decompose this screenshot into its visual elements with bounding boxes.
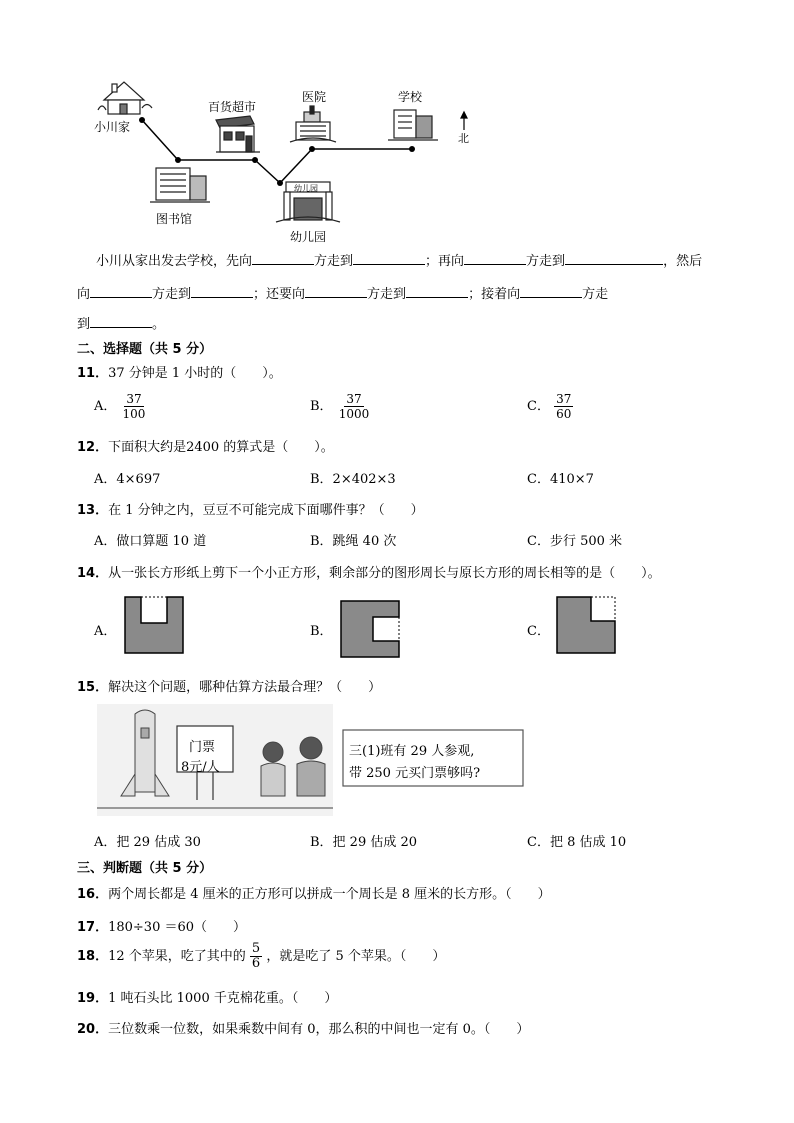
q11-option-a-label: A． bbox=[94, 399, 117, 414]
q18-text-pre: 12 个苹果，吃了其中的 bbox=[108, 949, 246, 964]
q11-stem bbox=[77, 362, 282, 381]
q10-text-8: ；还要向 bbox=[253, 287, 306, 302]
section-2-title: 二、选择题（共 5 分） bbox=[77, 342, 213, 357]
q11-option-b-numerator: 37 bbox=[346, 392, 362, 406]
q16-stem bbox=[77, 883, 551, 902]
q10-blank-8[interactable] bbox=[406, 283, 468, 298]
q18-fraction bbox=[250, 942, 262, 971]
q14-option-c-shape[interactable] bbox=[556, 596, 616, 654]
q12-option-a[interactable]: A．4×697 bbox=[94, 472, 161, 487]
q10-blank-4[interactable] bbox=[565, 250, 663, 265]
place-label-hospital: 医院 bbox=[302, 90, 327, 104]
q14-text: 从一张长方形纸上剪下一个小正方形，剩余部分的图形周长与原长方形的周长相等的是（ ）。 bbox=[108, 566, 661, 581]
q10-blank-6[interactable] bbox=[191, 283, 253, 298]
q10-line1 bbox=[96, 250, 702, 269]
q16-number: 16． bbox=[77, 887, 109, 902]
q10-line3 bbox=[77, 313, 165, 332]
q15-option-c[interactable]: C．把 8 估成 10 bbox=[527, 835, 627, 850]
q14-option-a-shape[interactable] bbox=[124, 596, 184, 654]
q11-option-c-numerator: 37 bbox=[556, 392, 572, 406]
hospital-icon bbox=[290, 106, 336, 142]
route-map bbox=[90, 70, 490, 250]
q10-text-10: ；接着向 bbox=[468, 287, 521, 302]
place-label-library: 图书馆 bbox=[156, 212, 193, 226]
place-label-supermarket: 百货超市 bbox=[208, 100, 257, 114]
q19-text: 1 吨石头比 1000 千克棉花重。（ ） bbox=[108, 991, 338, 1006]
q10-text-12: 到 bbox=[77, 317, 91, 332]
q15-option-a[interactable]: A．把 29 估成 30 bbox=[94, 835, 201, 850]
q10-line2 bbox=[77, 283, 608, 302]
q15-option-b[interactable]: B．把 29 估成 20 bbox=[310, 835, 418, 850]
q13-option-c[interactable]: C．步行 500 米 bbox=[527, 534, 623, 549]
q13-option-b[interactable]: B．跳绳 40 次 bbox=[310, 534, 397, 549]
north-label: 北 bbox=[458, 132, 469, 145]
place-label-home: 小川家 bbox=[94, 120, 131, 134]
q10-blank-1[interactable] bbox=[252, 250, 314, 265]
q11-option-a-fraction bbox=[121, 392, 148, 421]
q10-blank-9[interactable] bbox=[520, 283, 582, 298]
q15-text: 解决这个问题，哪种估算方法最合理？（ ） bbox=[108, 680, 382, 695]
q17-stem bbox=[77, 916, 246, 935]
place-label-school: 学校 bbox=[398, 90, 423, 104]
q14-option-b-label[interactable]: B． bbox=[310, 624, 333, 639]
q12-text: 下面积大约是2400 的算式是（ ）。 bbox=[108, 440, 334, 455]
q10-text-6: 向 bbox=[77, 287, 91, 302]
route-map-drawing bbox=[90, 70, 490, 250]
q11-option-a-denominator: 100 bbox=[122, 407, 146, 421]
q13-number: 13． bbox=[77, 503, 109, 518]
q20-stem bbox=[77, 1018, 529, 1037]
home-house-icon bbox=[98, 82, 152, 114]
q11-option-b-denominator: 1000 bbox=[338, 407, 370, 421]
q10-blank-5[interactable] bbox=[90, 283, 152, 298]
q18-fraction-numerator: 5 bbox=[251, 941, 261, 956]
q14-stem bbox=[77, 562, 661, 581]
q10-blank-2[interactable] bbox=[353, 250, 425, 265]
q11-text: 37 分钟是 1 小时的（ ）。 bbox=[108, 366, 282, 381]
q10-blank-10[interactable] bbox=[90, 313, 152, 328]
q18-number: 18． bbox=[77, 949, 109, 964]
q11-option-b-fraction bbox=[337, 392, 372, 421]
q19-stem bbox=[77, 987, 337, 1006]
q12-stem bbox=[77, 436, 334, 455]
q18-fraction-denominator: 6 bbox=[251, 956, 261, 971]
q10-text-5: ，然后 bbox=[663, 254, 703, 269]
q11-option-c-denominator: 60 bbox=[556, 407, 572, 421]
q10-text-1: 小川从家出发去学校，先向 bbox=[96, 254, 253, 269]
place-label-kindergarten-sign: 幼儿园 bbox=[294, 184, 318, 193]
q10-text-9: 方走到 bbox=[367, 287, 407, 302]
q13-stem bbox=[77, 499, 424, 518]
q10-text-11: 方走 bbox=[582, 287, 609, 302]
speech-bubble-line1: 三(1)班有 29 人参观, bbox=[349, 744, 475, 759]
q11-number: 11． bbox=[77, 366, 109, 381]
q12-option-c[interactable]: C．410×7 bbox=[527, 472, 594, 487]
q15-number: 15． bbox=[77, 680, 109, 695]
section-3-title: 三、判断题（共 5 分） bbox=[77, 861, 213, 876]
q10-blank-3[interactable] bbox=[464, 250, 526, 265]
place-label-kindergarten: 幼儿园 bbox=[290, 230, 327, 244]
library-icon bbox=[150, 168, 210, 202]
q16-text: 两个周长都是 4 厘米的正方形可以拼成一个周长是 8 厘米的长方形。（ ） bbox=[108, 887, 551, 902]
q15-illustration bbox=[97, 704, 527, 816]
q10-text-13: 。 bbox=[152, 317, 166, 332]
q13-option-a[interactable]: A．做口算题 10 道 bbox=[94, 534, 207, 549]
q10-text-7: 方走到 bbox=[152, 287, 192, 302]
q10-text-3: ；再向 bbox=[425, 254, 465, 269]
q11-option-a[interactable] bbox=[94, 392, 147, 421]
school-icon bbox=[388, 110, 438, 140]
q17-text: 180÷30 ＝60（ ） bbox=[108, 920, 247, 935]
north-arrow-icon bbox=[461, 112, 467, 130]
speech-bubble-line2: 带 250 元买门票够吗? bbox=[349, 766, 481, 781]
q13-text: 在 1 分钟之内，豆豆不可能完成下面哪件事？（ ） bbox=[108, 503, 424, 518]
q11-option-c-label: C． bbox=[527, 399, 550, 414]
q17-number: 17． bbox=[77, 920, 109, 935]
ticket-sign-line1: 门票 bbox=[189, 740, 216, 755]
q15-scene bbox=[97, 704, 527, 816]
q18-text-post: ，就是吃了 5 个苹果。（ ） bbox=[266, 949, 446, 964]
q14-option-b-shape[interactable] bbox=[340, 600, 400, 658]
supermarket-icon bbox=[216, 116, 260, 152]
q18-stem bbox=[77, 942, 445, 971]
q11-option-c[interactable] bbox=[527, 392, 573, 421]
q11-option-a-numerator: 37 bbox=[126, 392, 142, 406]
ticket-sign-line2: 8元/人 bbox=[181, 760, 220, 775]
q12-option-b[interactable]: B．2×402×3 bbox=[310, 472, 396, 487]
q10-text-4: 方走到 bbox=[526, 254, 566, 269]
q11-option-b-label: B． bbox=[310, 399, 333, 414]
q11-option-b[interactable] bbox=[310, 392, 371, 421]
q20-text: 三位数乘一位数，如果乘数中间有 0，那么积的中间也一定有 0。（ ） bbox=[108, 1022, 530, 1037]
q19-number: 19． bbox=[77, 991, 109, 1006]
q10-text-2: 方走到 bbox=[314, 254, 354, 269]
q20-number: 20． bbox=[77, 1022, 109, 1037]
q14-option-c-label[interactable]: C． bbox=[527, 624, 550, 639]
q15-stem bbox=[77, 676, 381, 695]
q14-number: 14． bbox=[77, 566, 109, 581]
q12-number: 12． bbox=[77, 440, 109, 455]
q14-option-a-label[interactable]: A． bbox=[94, 624, 117, 639]
q10-blank-7[interactable] bbox=[305, 283, 367, 298]
q11-option-c-fraction bbox=[554, 392, 573, 421]
